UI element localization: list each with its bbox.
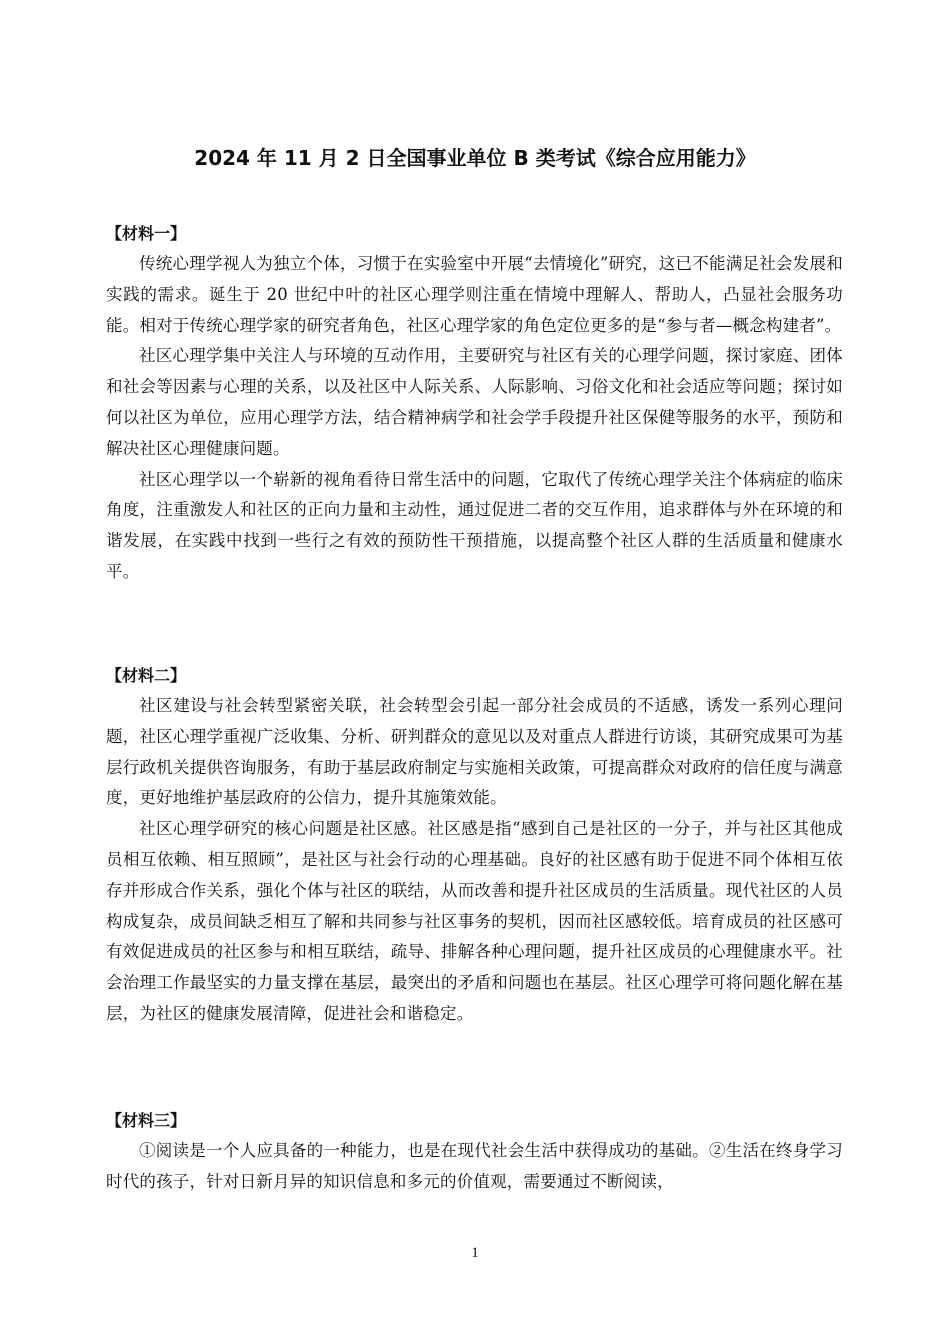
material-two-heading: 【材料二】	[106, 666, 187, 685]
material-two	[106, 661, 843, 1030]
document-title: 2024 年 11 月 2 日全国事业单位 B 类考试《综合应用能力》	[194, 146, 756, 170]
material-three-heading: 【材料三】	[106, 1111, 187, 1130]
material-two-paragraph: 社区心理学研究的核心问题是社区感。社区感是指“感到自己是社区的一分子，并与社区其他成员相互依赖、相互照顾”，是社区与社会行动的心理基础。良好的社区感有助于促进不同个体相互依存并形成合作关系，强化个体与社区的联结，从而改善和提升社区成员的生活质量。现代社区的人员构成复杂，成员间缺乏相互了解和共同参与社区事务的契机，因而社区感较低。培育成员的社区感可有效促进成员的社区参与和相互联结，疏导、排解各种心理问题，提升社区成员的心理健康水平。社会治理工作最坚实的力量支撑在基层，最突出的矛盾和问题也在基层。社区心理学可将问题化解在基层，为社区的健康发展清障，促进社会和谐稳定。	[106, 819, 843, 1023]
material-three-paragraph: ①阅读是一个人应具备的一种能力，也是在现代社会生活中获得成功的基础。②生活在终身学习时代的孩子，针对日新月异的知识信息和多元的价值观，需要通过不断阅读，	[106, 1141, 843, 1191]
material-one-paragraph: 社区心理学以一个崭新的视角看待日常生活中的问题，它取代了传统心理学关注个体病症的临床角度，注重激发人和社区的正向力量和主动性，通过促进二者的交互作用，追求群体与外在环境的和谐发展，在实践中找到一些行之有效的预防性干预措施，以提高整个社区人群的生活质量和健康水平。	[106, 469, 843, 581]
material-one-paragraph: 传统心理学视人为独立个体，习惯于在实验室中开展“去情境化”研究，这已不能满足社会发展和实践的需求。诞生于 20 世纪中叶的社区心理学则注重在情境中理解人、帮助人，凸显社会服务功能。相对于传统心理学家的研究者角色，社区心理学家的角色定位更多的是“参与者—概念构建者”。	[106, 254, 843, 335]
material-two-paragraph: 社区建设与社会转型紧密关联，社会转型会引起一部分社会成员的不适感，诱发一系列心理问题，社区心理学重视广泛收集、分析、研判群众的意见以及对重点人群进行访谈，其研究成果可为基层行政机关提供咨询服务，有助于基层政府制定与实施相关政策，可提高群众对政府的信任度与满意度，更好地维护基层政府的公信力，提升其施策效能。	[106, 696, 843, 808]
material-three	[106, 1106, 843, 1198]
material-one-paragraph: 社区心理学集中关注人与环境的互动作用，主要研究与社区有关的心理学问题，探讨家庭、团体和社会等因素与心理的关系，以及社区中人际关系、人际影响、习俗文化和社会适应等问题；探讨如何以社区为单位，应用心理学方法，结合精神病学和社会学手段提升社区保健等服务的水平，预防和解决社区心理健康问题。	[106, 346, 843, 458]
page-number: 1	[471, 1245, 479, 1261]
material-one-heading: 【材料一】	[106, 224, 187, 243]
material-one	[106, 219, 843, 588]
